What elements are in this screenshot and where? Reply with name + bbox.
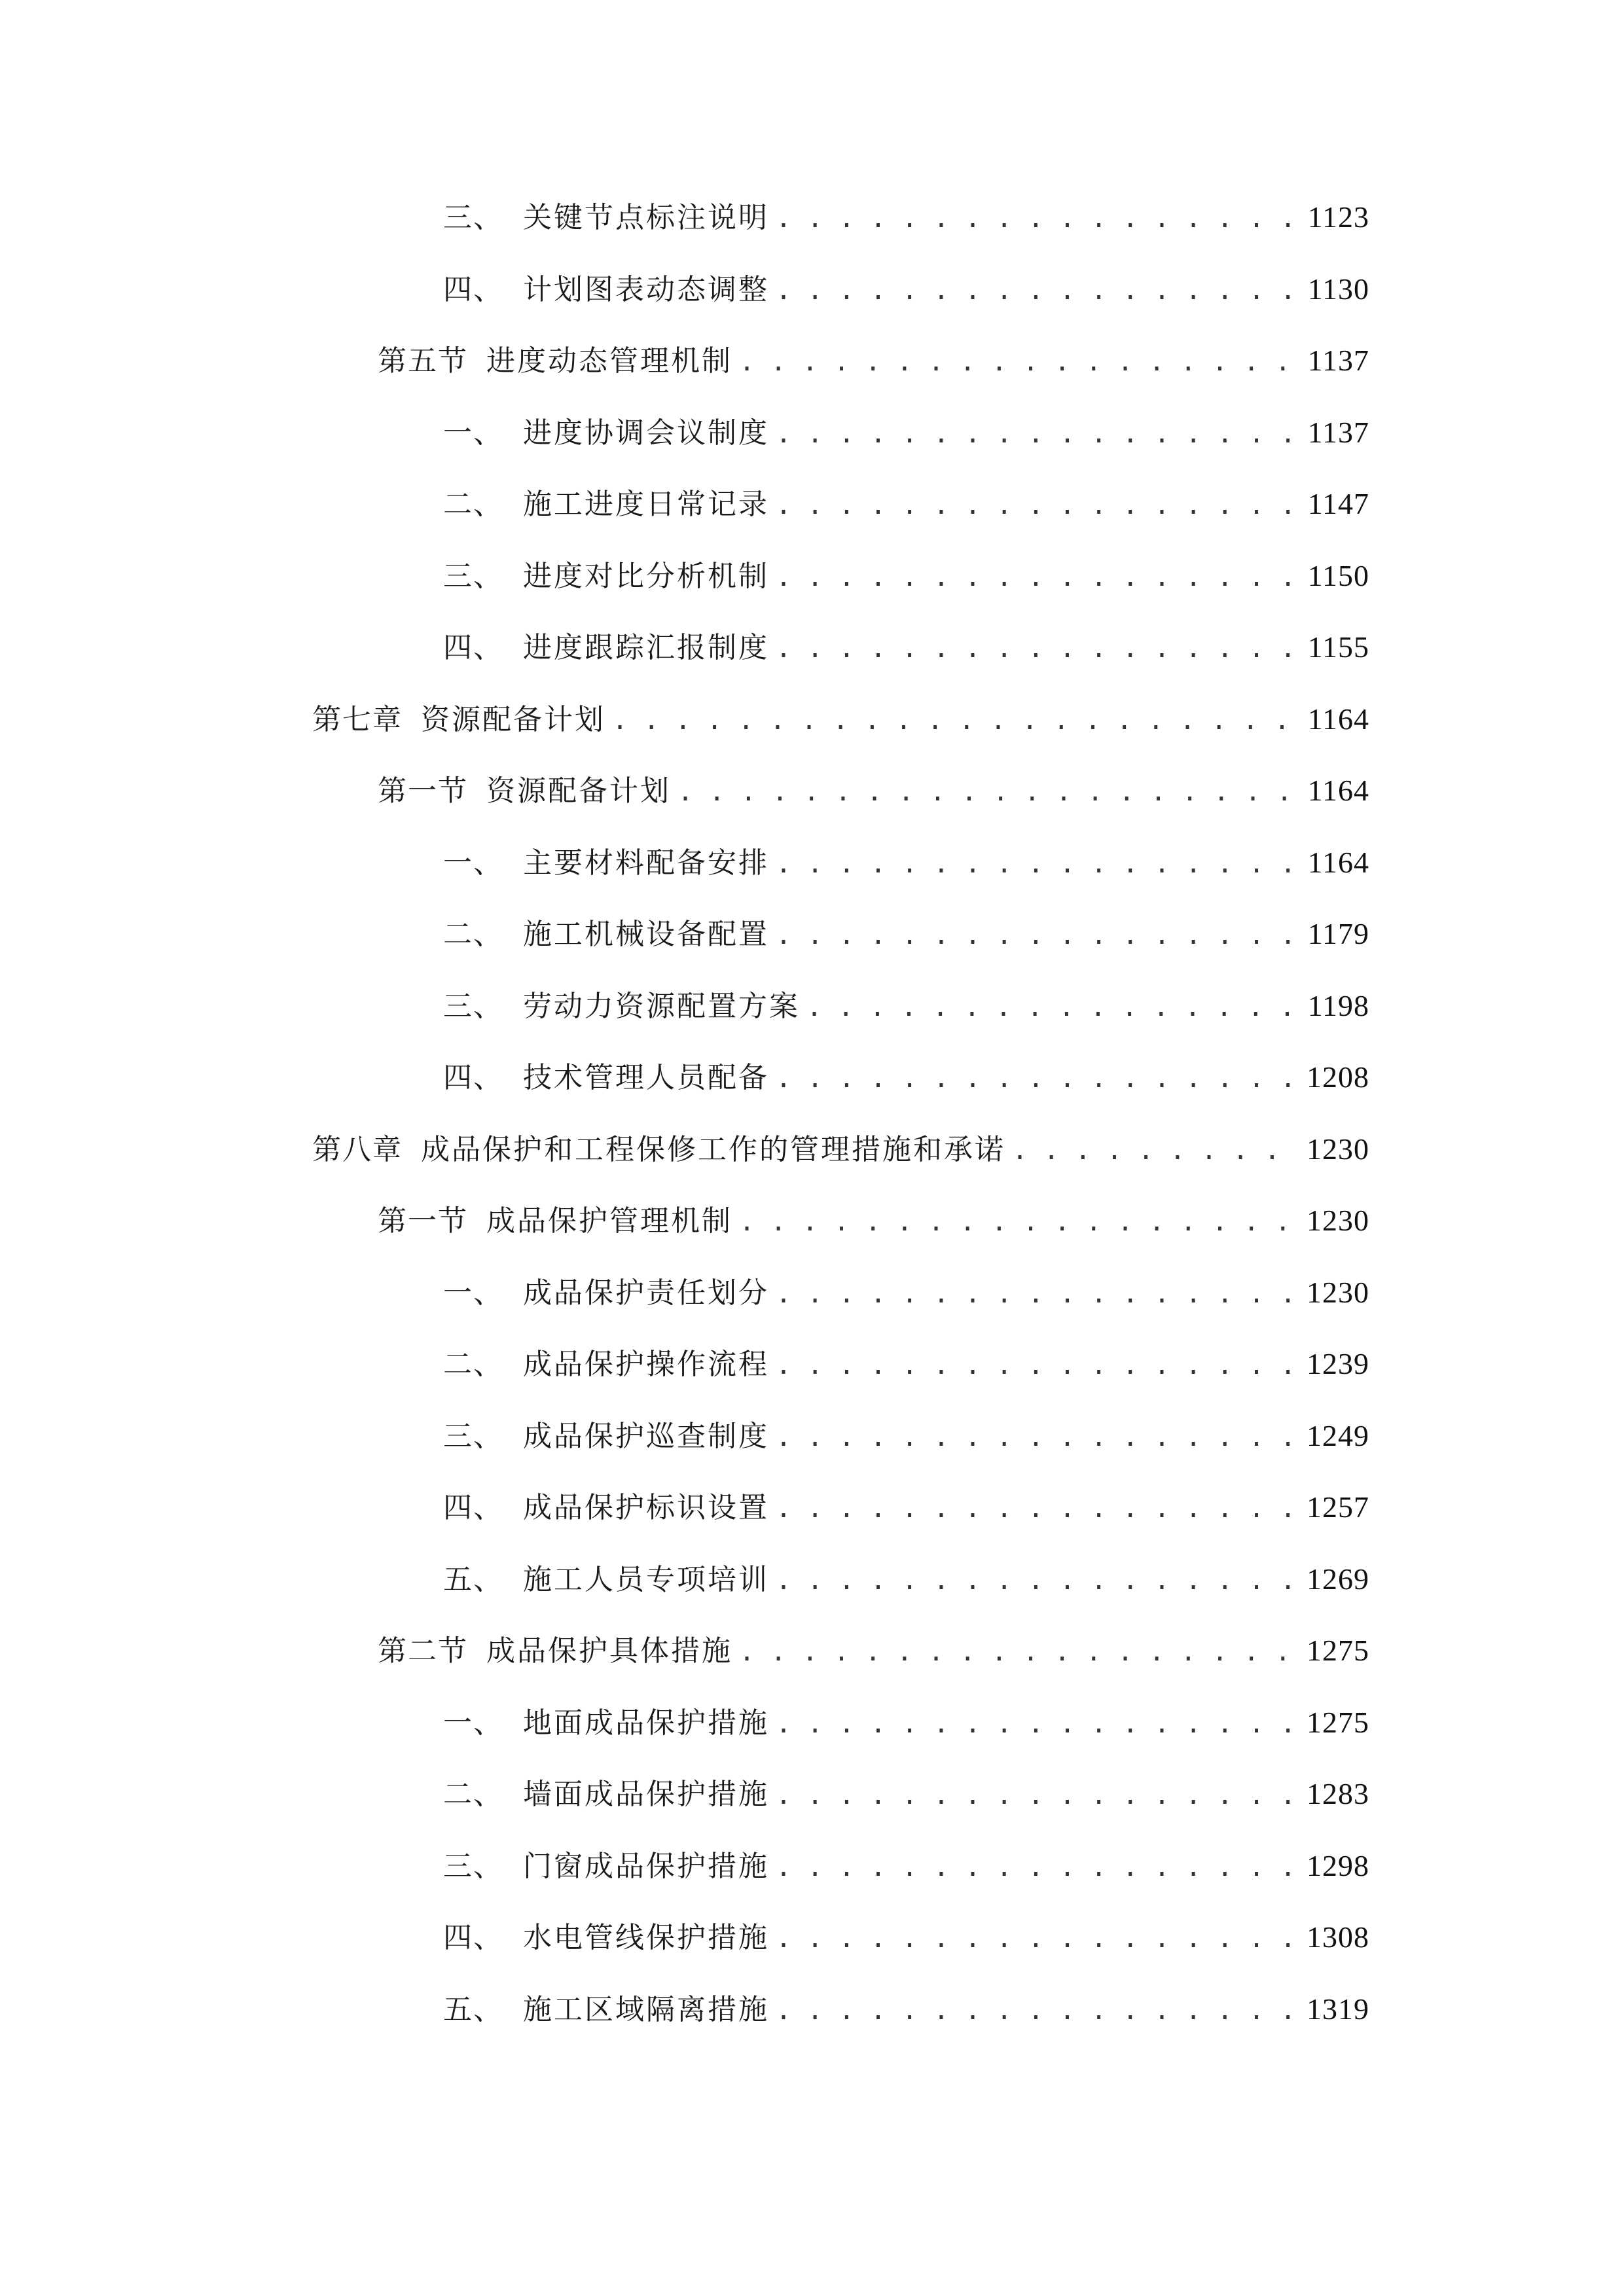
toc-entry-title: 计划图表动态调整 [523, 273, 769, 306]
toc-entry-number: 第八章 [312, 1133, 403, 1166]
toc-dot-leader [776, 838, 1299, 889]
toc-entry[interactable] [378, 1624, 1369, 1677]
toc-entry-number: 一、 [443, 416, 503, 450]
toc-entry-title: 施工机械设备配置 [523, 918, 769, 951]
toc-entry-number: 第七章 [312, 703, 403, 736]
toc-entry-number: 四、 [443, 631, 503, 664]
toc-page-number: 1249 [1307, 1419, 1369, 1452]
toc-entry[interactable] [443, 1338, 1369, 1390]
toc-entry-title: 门窗成品保护措施 [523, 1850, 769, 1883]
toc-entry-number: 一、 [443, 846, 503, 880]
toc-entry-title: 成品保护责任划分 [523, 1276, 769, 1310]
toc-dot-leader [776, 192, 1299, 243]
toc-dot-leader [776, 479, 1299, 530]
toc-entry-title: 技术管理人员配备 [523, 1061, 769, 1094]
toc-dot-leader [739, 1196, 1297, 1247]
toc-entry[interactable] [378, 764, 1369, 817]
toc-entry-title: 资源配备计划 [486, 774, 671, 808]
toc-entry-title: 施工区域隔离措施 [523, 1993, 769, 2026]
toc-page-number: 1257 [1307, 1490, 1369, 1524]
toc-dot-leader [776, 1984, 1297, 2036]
toc-dot-leader [739, 336, 1299, 387]
toc-page-number: 1179 [1307, 917, 1369, 950]
toc-entry-title: 进度跟踪汇报制度 [523, 631, 769, 664]
toc-entry-number: 第二节 [378, 1634, 468, 1668]
toc-page-number: 1198 [1307, 989, 1369, 1022]
toc-entry[interactable] [443, 1051, 1369, 1103]
toc-page-number: 1298 [1307, 1849, 1369, 1882]
toc-dot-leader [612, 694, 1299, 745]
toc-dot-leader [1012, 1124, 1297, 1175]
toc-entry[interactable] [443, 908, 1369, 960]
toc-page-number: 1230 [1307, 1132, 1369, 1166]
toc-dot-leader [776, 1769, 1297, 1820]
toc-entry[interactable] [378, 1194, 1369, 1247]
toc-entry-title: 进度对比分析机制 [523, 560, 769, 593]
toc-entry-title: 成品保护标识设置 [523, 1491, 769, 1524]
toc-page-number: 1283 [1307, 1777, 1369, 1810]
toc-entry-number: 四、 [443, 273, 503, 306]
toc-entry-number: 三、 [443, 560, 503, 593]
toc-page-number: 1230 [1307, 1204, 1369, 1237]
toc-dot-leader [776, 1052, 1297, 1103]
toc-entry[interactable] [443, 1768, 1369, 1820]
toc-dot-leader [776, 1698, 1297, 1749]
toc-entry-title: 成品保护管理机制 [486, 1204, 732, 1238]
toc-entry[interactable] [443, 1840, 1369, 1892]
toc-entry[interactable] [443, 263, 1369, 315]
toc-entry-title: 资源配备计划 [421, 703, 605, 736]
toc-page-number: 1208 [1307, 1060, 1369, 1094]
toc-entry-number: 一、 [443, 1706, 503, 1740]
toc-entry-title: 进度动态管理机制 [486, 344, 732, 378]
toc-dot-leader [776, 1268, 1297, 1319]
toc-entry-number: 四、 [443, 1061, 503, 1094]
toc-entry-title: 成品保护巡查制度 [523, 1420, 769, 1453]
toc-entry-number: 五、 [443, 1993, 503, 2026]
toc-entry[interactable] [378, 334, 1369, 387]
toc-entry-number: 四、 [443, 1491, 503, 1524]
toc-entry[interactable] [443, 191, 1369, 243]
toc-entry-title: 施工进度日常记录 [523, 488, 769, 521]
toc-entry-title: 关键节点标注说明 [523, 201, 769, 234]
toc-page-number: 1275 [1307, 1706, 1369, 1739]
toc-entry[interactable] [443, 1911, 1369, 1964]
toc-page-number: 1147 [1307, 487, 1369, 520]
toc-entry-title: 施工人员专项培训 [523, 1563, 769, 1596]
toc-entry-number: 二、 [443, 488, 503, 521]
toc-dot-leader [739, 1626, 1297, 1677]
toc-dot-leader [776, 1339, 1297, 1390]
toc-entry-number: 三、 [443, 201, 503, 234]
toc-page-number: 1275 [1307, 1634, 1369, 1667]
toc-entry-number: 三、 [443, 990, 503, 1023]
toc-entry[interactable] [312, 693, 1369, 745]
toc-entry-number: 第一节 [378, 774, 468, 808]
toc-dot-leader [776, 1554, 1297, 1605]
toc-entry-number: 第一节 [378, 1204, 468, 1238]
toc-dot-leader [776, 408, 1299, 459]
toc-entry[interactable] [443, 1983, 1369, 2036]
toc-page-number: 1164 [1307, 702, 1369, 736]
toc-page-number: 1269 [1307, 1562, 1369, 1596]
toc-entry-number: 四、 [443, 1921, 503, 1954]
toc-page-number: 1164 [1307, 846, 1369, 879]
toc-page-number: 1230 [1307, 1276, 1369, 1309]
toc-page-number: 1150 [1307, 559, 1369, 592]
toc-entry-title: 水电管线保护措施 [523, 1921, 769, 1954]
toc-dot-leader [776, 551, 1299, 602]
toc-entry[interactable] [443, 550, 1369, 602]
toc-page-number: 1123 [1307, 200, 1369, 234]
toc-page-number: 1137 [1307, 344, 1369, 377]
toc-entry-title: 成品保护具体措施 [486, 1634, 732, 1668]
toc-page-number: 1319 [1307, 1992, 1369, 2026]
toc-page-number: 1155 [1307, 630, 1369, 664]
toc-entry[interactable] [443, 1696, 1369, 1749]
toc-dot-leader [776, 622, 1299, 673]
toc-dot-leader [776, 1482, 1297, 1534]
toc-entry[interactable] [443, 1553, 1369, 1605]
toc-page-number: 1239 [1307, 1347, 1369, 1380]
toc-entry[interactable] [443, 406, 1369, 459]
toc-page-number: 1137 [1307, 416, 1369, 449]
toc-entry[interactable] [443, 478, 1369, 530]
toc-entry-number: 第五节 [378, 344, 468, 378]
toc-entry[interactable] [443, 1481, 1369, 1534]
toc-entry-title: 墙面成品保护措施 [523, 1778, 769, 1811]
toc-entry[interactable] [443, 621, 1369, 673]
toc-entry-title: 地面成品保护措施 [523, 1706, 769, 1740]
toc-entry-number: 二、 [443, 918, 503, 951]
toc-dot-leader [776, 1841, 1297, 1892]
toc-entry-title: 进度协调会议制度 [523, 416, 769, 450]
toc-page-number: 1164 [1307, 774, 1369, 807]
toc-entry-title: 成品保护操作流程 [523, 1348, 769, 1381]
toc-entry[interactable] [443, 980, 1369, 1032]
toc-entry-title: 劳动力资源配置方案 [523, 990, 800, 1023]
toc-entry-number: 三、 [443, 1420, 503, 1453]
toc-entry[interactable] [312, 1123, 1369, 1175]
toc-dot-leader [776, 909, 1299, 960]
toc-entry-title: 主要材料配备安排 [523, 846, 769, 880]
toc-dot-leader [776, 264, 1299, 315]
toc-entry-number: 三、 [443, 1850, 503, 1883]
toc-dot-leader [776, 1912, 1297, 1964]
toc-entry-number: 二、 [443, 1348, 503, 1381]
toc-page-number: 1308 [1307, 1920, 1369, 1954]
toc-entry-title: 成品保护和工程保修工作的管理措施和承诺 [421, 1133, 1005, 1166]
toc-entry-number: 一、 [443, 1276, 503, 1310]
toc-dot-leader [677, 766, 1299, 817]
toc-page-number: 1130 [1307, 272, 1369, 306]
toc-entry[interactable] [443, 836, 1369, 889]
toc-entry[interactable] [443, 1266, 1369, 1319]
toc-entry-number: 五、 [443, 1563, 503, 1596]
toc-entry[interactable] [443, 1410, 1369, 1462]
toc-dot-leader [806, 981, 1299, 1032]
toc-entry-number: 二、 [443, 1778, 503, 1811]
toc-dot-leader [776, 1411, 1297, 1462]
